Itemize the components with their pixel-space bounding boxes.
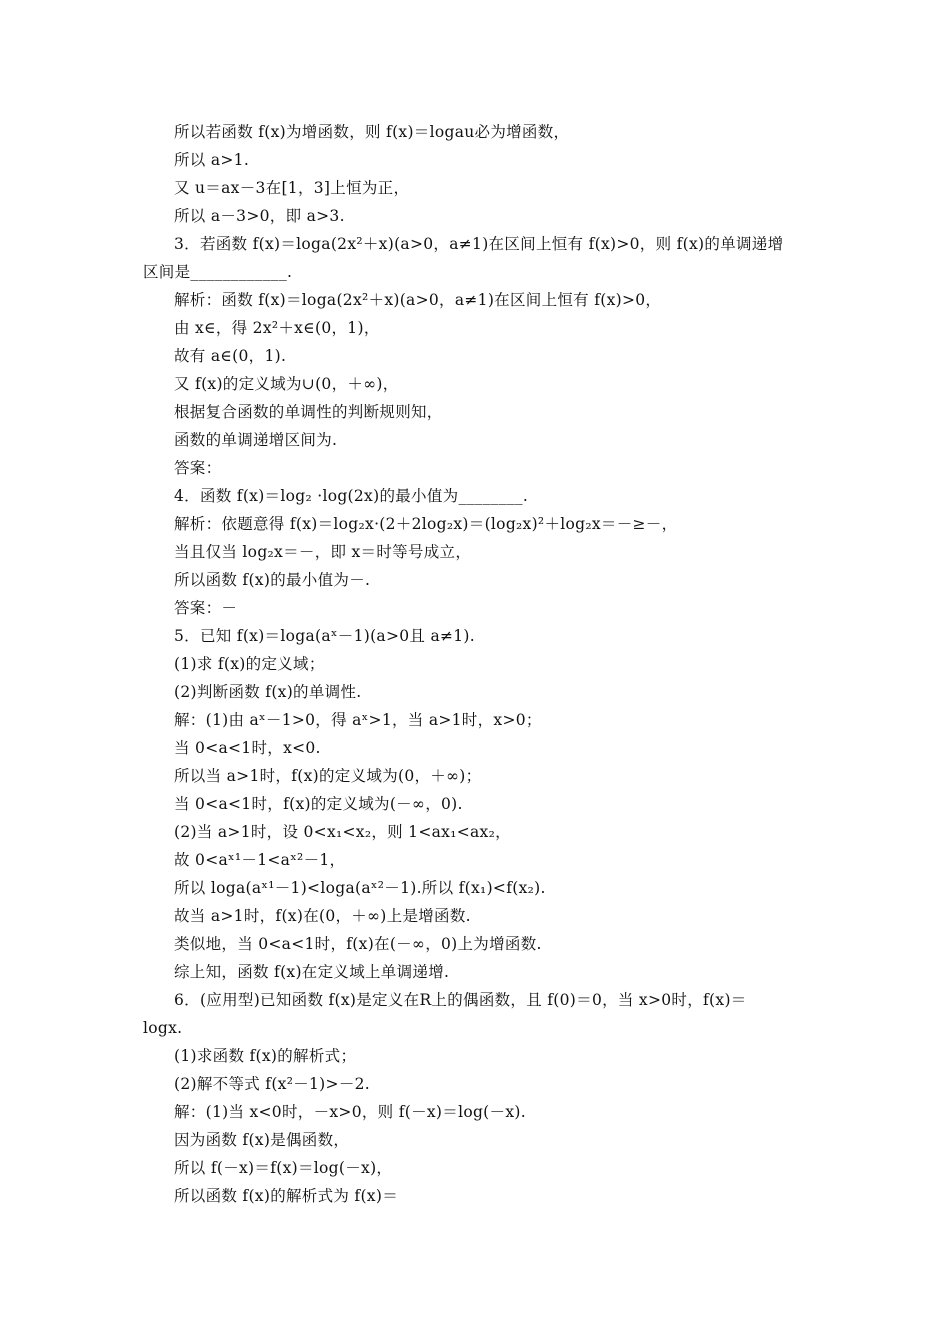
text-line: 故当 a>1时，f(x)在(0，＋∞)上是增函数. bbox=[174, 907, 471, 925]
text-line: 所以 a－3>0，即 a>3. bbox=[174, 207, 345, 225]
text-line: 答案：－ bbox=[174, 599, 238, 617]
text-line: 所以函数 f(x)的最小值为－. bbox=[174, 571, 371, 589]
text-line: 当 0<a<1时，f(x)的定义域为(－∞，0). bbox=[174, 795, 463, 813]
text-line: 当且仅当 log₂x＝－，即 x＝时等号成立， bbox=[174, 543, 472, 561]
text-line: 故有 a∈(0，1). bbox=[174, 347, 287, 365]
text-line: (1)求 f(x)的定义域； bbox=[174, 655, 325, 673]
text-line: 类似地，当 0<a<1时，f(x)在(－∞，0)上为增函数. bbox=[174, 935, 542, 953]
text-line: 3．若函数 f(x)＝loga(2x²＋x)(a>0，a≠1)在区间上恒有 f(x)>0，则 f(x)的单调递增 bbox=[174, 235, 784, 253]
text-line: 5．已知 f(x)＝loga(aˣ－1)(a>0且 a≠1). bbox=[174, 627, 476, 645]
text-line: (2)当 a>1时，设 0<x₁<x₂，则 1<ax₁<ax₂， bbox=[174, 823, 511, 841]
text-line: 解：(1)当 x<0时，－x>0，则 f(－x)＝log(－x). bbox=[174, 1103, 526, 1121]
text-line: 4．函数 f(x)＝log₂ ·log(2x)的最小值为________. bbox=[174, 487, 529, 505]
text-line: 所以 f(－x)＝f(x)＝log(－x)， bbox=[174, 1159, 393, 1177]
text-line: (2)判断函数 f(x)的单调性. bbox=[174, 683, 362, 701]
text-line: 所以 a>1. bbox=[174, 151, 250, 169]
text-line: 解析：函数 f(x)＝loga(2x²＋x)(a>0，a≠1)在区间上恒有 f(x)>0， bbox=[174, 291, 662, 309]
text-line: 6．(应用型)已知函数 f(x)是定义在R上的偶函数，且 f(0)＝0，当 x>0时，f(x)＝ bbox=[174, 991, 747, 1009]
text-line: 区间是____________. bbox=[143, 263, 293, 281]
text-line: 函数的单调递增区间为. bbox=[174, 431, 338, 449]
text-line: 因为函数 f(x)是偶函数， bbox=[174, 1131, 350, 1149]
text-line: 所以若函数 f(x)为增函数，则 f(x)＝logau必为增函数， bbox=[174, 123, 570, 141]
text-line: 解析：依题意得 f(x)＝log₂x·(2＋2log₂x)＝(log₂x)²＋log₂x＝－≥－， bbox=[174, 515, 678, 533]
text-line: 解：(1)由 aˣ－1>0，得 aˣ>1，当 a>1时，x>0； bbox=[174, 711, 542, 729]
text-line: 所以 loga(aˣ¹－1)<loga(aˣ²－1).所以 f(x₁)<f(x₂). bbox=[174, 879, 546, 897]
text-line: 当 0<a<1时，x<0. bbox=[174, 739, 321, 757]
text-line: 又 u＝ax－3在[1，3]上恒为正， bbox=[174, 179, 410, 197]
text-line: (2)解不等式 f(x²－1)>－2. bbox=[174, 1075, 371, 1093]
text-line: 又 f(x)的定义域为∪(0，＋∞)， bbox=[174, 375, 399, 393]
text-line: 所以当 a>1时，f(x)的定义域为(0，＋∞)； bbox=[174, 767, 482, 785]
text-line: 综上知，函数 f(x)在定义域上单调递增. bbox=[174, 963, 450, 981]
text-line: 所以函数 f(x)的解析式为 f(x)＝ bbox=[174, 1187, 398, 1205]
text-line: 答案： bbox=[174, 459, 222, 477]
text-line: 根据复合函数的单调性的判断规则知， bbox=[174, 403, 443, 421]
text-line: logx. bbox=[143, 1019, 183, 1037]
text-line: 由 x∈，得 2x²＋x∈(0，1)， bbox=[174, 319, 380, 337]
text-line: (1)求函数 f(x)的解析式； bbox=[174, 1047, 357, 1065]
text-line: 故 0<aˣ¹－1<aˣ²－1， bbox=[174, 851, 346, 869]
